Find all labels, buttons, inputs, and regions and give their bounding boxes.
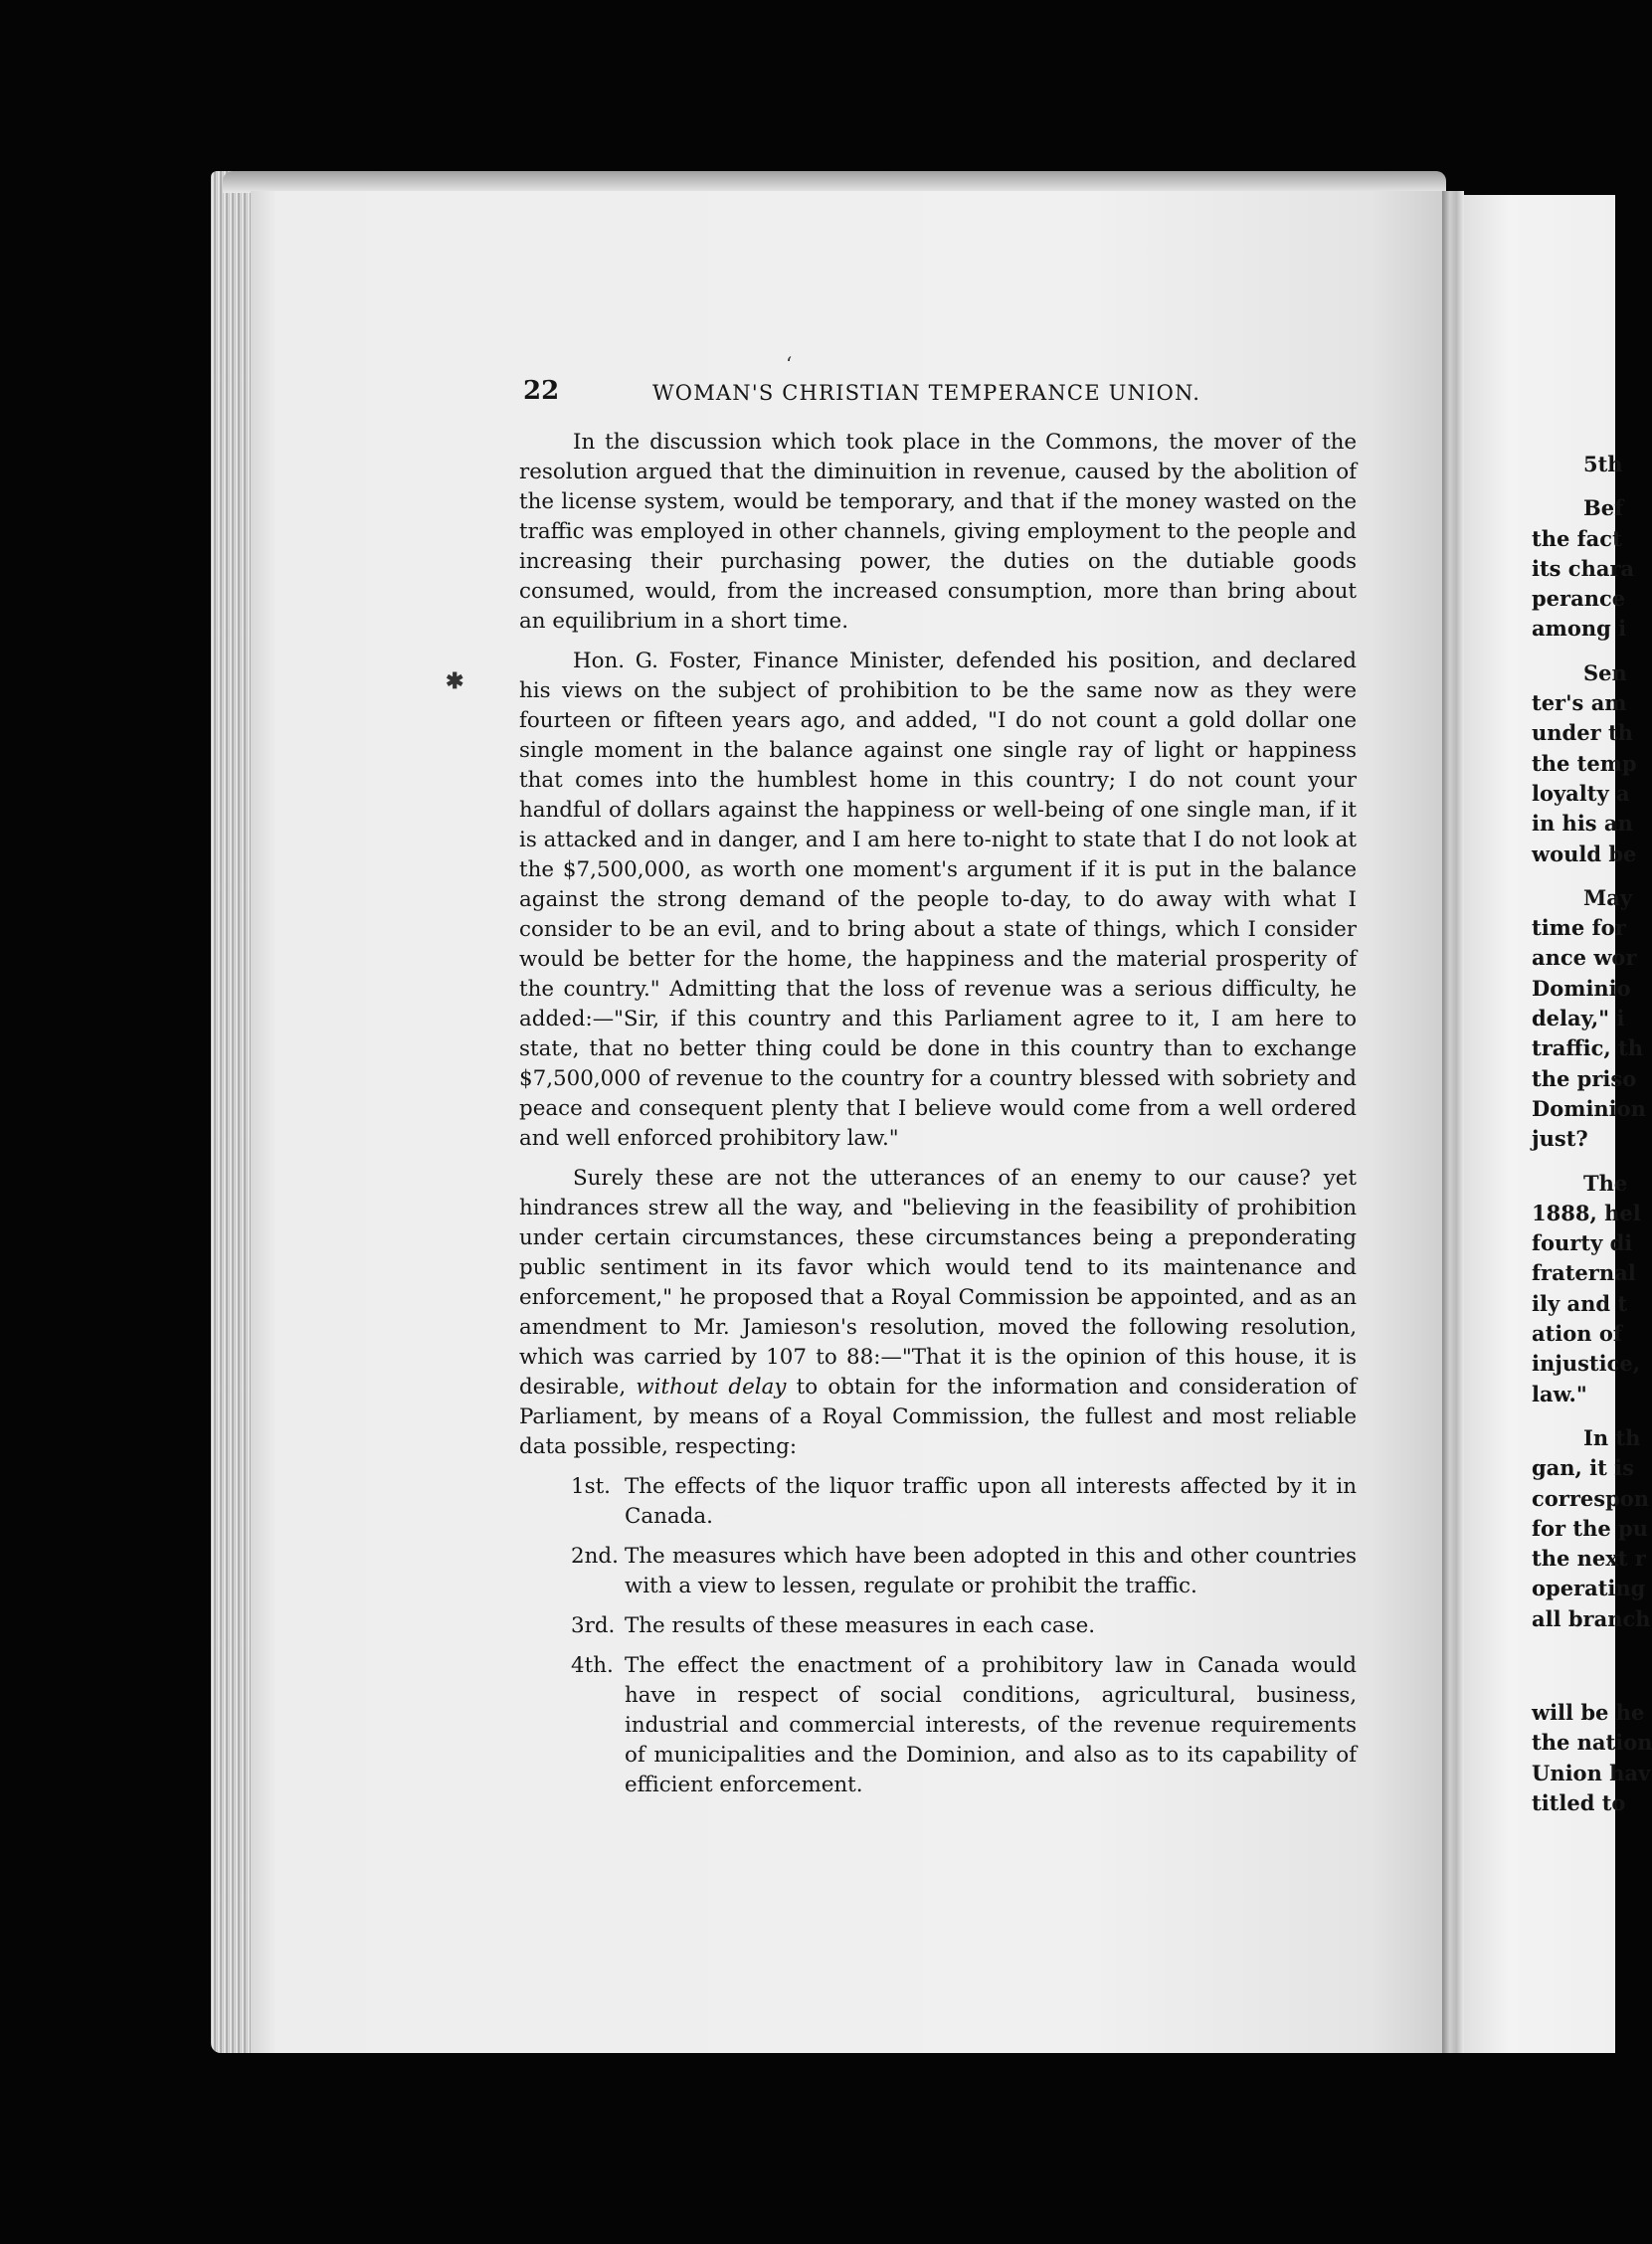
right-line: the fact — [1532, 525, 1622, 551]
paragraph: In the discussion which took place in the Commons, the mover of the resolution argued that the diminuition in revenue, caused by the abolition of the license system, would be temporary, and that if the money wasted on the traffic was employed in other channels, giving employment to the people and increasing their purchasing power, the duties on the dutiable goods consumed, would, from the increased consumption, more than bring about an equilibrium in a short time. — [519, 430, 1357, 634]
right-line: Dominion — [1532, 1095, 1646, 1121]
right-line: titled to — [1532, 1789, 1626, 1815]
ink-mark: ‘ — [786, 352, 793, 376]
right-line: would be — [1532, 841, 1637, 866]
list-text: The results of these measures in each case. — [625, 1613, 1096, 1638]
right-line: operating — [1532, 1576, 1646, 1601]
right-line: fourty di — [1532, 1230, 1633, 1256]
right-line: ance wor — [1532, 945, 1637, 971]
right-line: fraternal — [1532, 1260, 1636, 1286]
right-line: all branch — [1532, 1605, 1651, 1631]
right-line: law." — [1532, 1381, 1587, 1406]
right-line: May — [1583, 884, 1633, 910]
right-page-text — [1532, 450, 1652, 1818]
right-line: 1888, hel — [1532, 1200, 1641, 1225]
page-number: 22 — [523, 376, 560, 406]
right-line: just? — [1532, 1126, 1588, 1152]
right-line: correspon — [1532, 1485, 1650, 1511]
right-line: perance — [1532, 586, 1626, 612]
list-item — [519, 1542, 1357, 1601]
right-line: loyalty a — [1532, 780, 1630, 806]
left-page-text — [519, 376, 1357, 1810]
book-gutter — [1442, 191, 1464, 2053]
list-number: 1st. — [571, 1474, 611, 1499]
right-line: delay," i — [1532, 1006, 1625, 1031]
right-line: Bef — [1583, 495, 1624, 521]
list-item — [519, 1472, 1357, 1532]
right-line: Dominio — [1532, 975, 1631, 1001]
emphasis-text: without delay — [636, 1375, 787, 1400]
right-line: 5th — [1583, 452, 1623, 476]
right-line: will be he — [1532, 1699, 1645, 1725]
list-text: The measures which have been adopted in this and other countries with a view to lessen, regulate or prohibit the traffic. — [625, 1544, 1357, 1598]
right-line: time for — [1532, 915, 1626, 941]
right-line: under th — [1532, 720, 1633, 746]
book-top-edge — [223, 171, 1446, 193]
right-line: gan, it is — [1532, 1455, 1634, 1481]
running-head — [519, 376, 1357, 410]
right-line: ter's am — [1532, 690, 1627, 716]
list-number: 3rd. — [571, 1613, 616, 1638]
right-line: the priso — [1532, 1065, 1637, 1091]
list-number: 4th. — [571, 1653, 614, 1678]
list-item — [519, 1611, 1357, 1641]
list-number: 2nd. — [571, 1544, 619, 1569]
right-line: ily and t — [1532, 1290, 1628, 1316]
list-item — [519, 1651, 1357, 1800]
right-line: the temp — [1532, 750, 1637, 776]
right-line: traffic, th — [1532, 1035, 1643, 1061]
right-line: Union hav — [1532, 1760, 1651, 1785]
paragraph: Hon. G. Foster, Finance Minister, defended his position, and declared his views on the subject of prohibition to be the same now as they were fourteen or fifteen years ago, and added, "I do not count a gold dollar one single moment in the balance against one single ray of light or happiness that comes into the humblest home in this country; I do not count your handful of dollars against the happiness or well-being of one single man, if it is attacked and in danger, and I am here to-night to state that I do not look at the $7,500,000, as worth one moment's argument if it is put in the balance against the strong demand of the people to-day, to do away with what I consider to be an evil, and to bring about a state of things, which I consider would be better for the home, the happiness and the material prosperity of the country." Admitting that the loss of revenue was a serious difficulty, he added:—"Sir, if this country and this Parliament agree to it, I am here to state, that no better thing could be done in this country than to exchange $7,500,000 of revenue to the country for a country blessed with sobriety and peace and consequent plenty that I believe would come from a well ordered and well enforced prohibitory law." — [519, 649, 1357, 1151]
right-line: Sen — [1583, 659, 1627, 685]
right-line: ation of — [1532, 1321, 1622, 1347]
right-line: the next r — [1532, 1546, 1646, 1572]
right-line: in his an — [1532, 811, 1633, 837]
paragraph — [519, 1164, 1357, 1462]
right-line: for the pu — [1532, 1515, 1649, 1541]
right-line: the nation — [1532, 1730, 1652, 1756]
paragraph-text: Surely these are not the utterances of an enemy to our cause? yet hindrances strew all the way, and "believing in the feasibility of prohibition under certain circumstances, these circumstances being a preponderating public sentiment in its favor which would tend to its maintenance and enforcement," he proposed that a Royal Commission be appointed, and as an amendment to Mr. Jamieson's resolution, moved the following resolution, which was carried by 107 to 88:—"That it is the opinion of this house, it is desirable, — [519, 1166, 1357, 1400]
right-line: among i — [1532, 616, 1627, 642]
list-text: The effects of the liquor traffic upon all interests affected by it in Canada. — [625, 1474, 1357, 1529]
ink-mark: ✱ — [446, 668, 464, 694]
right-line: The — [1583, 1170, 1628, 1196]
right-line: In th — [1583, 1424, 1641, 1450]
paragraph-text: to obtain for the information and consideration of Parliament, by means of a Royal Commission, the fullest and most reliable data possible, respecting: — [519, 1375, 1357, 1459]
list-text: The effect the enactment of a prohibitory law in Canada would have in respect of social conditions, agricultural, business, industrial and commercial interests, of the revenue requirements of municipalities and the Dominion, and also as to its capability of efficient enforcement. — [625, 1653, 1357, 1797]
right-line: its chara — [1532, 555, 1635, 581]
running-title: WOMAN'S CHRISTIAN TEMPERANCE UNION. — [652, 381, 1201, 405]
right-line: injustice, — [1532, 1351, 1641, 1377]
